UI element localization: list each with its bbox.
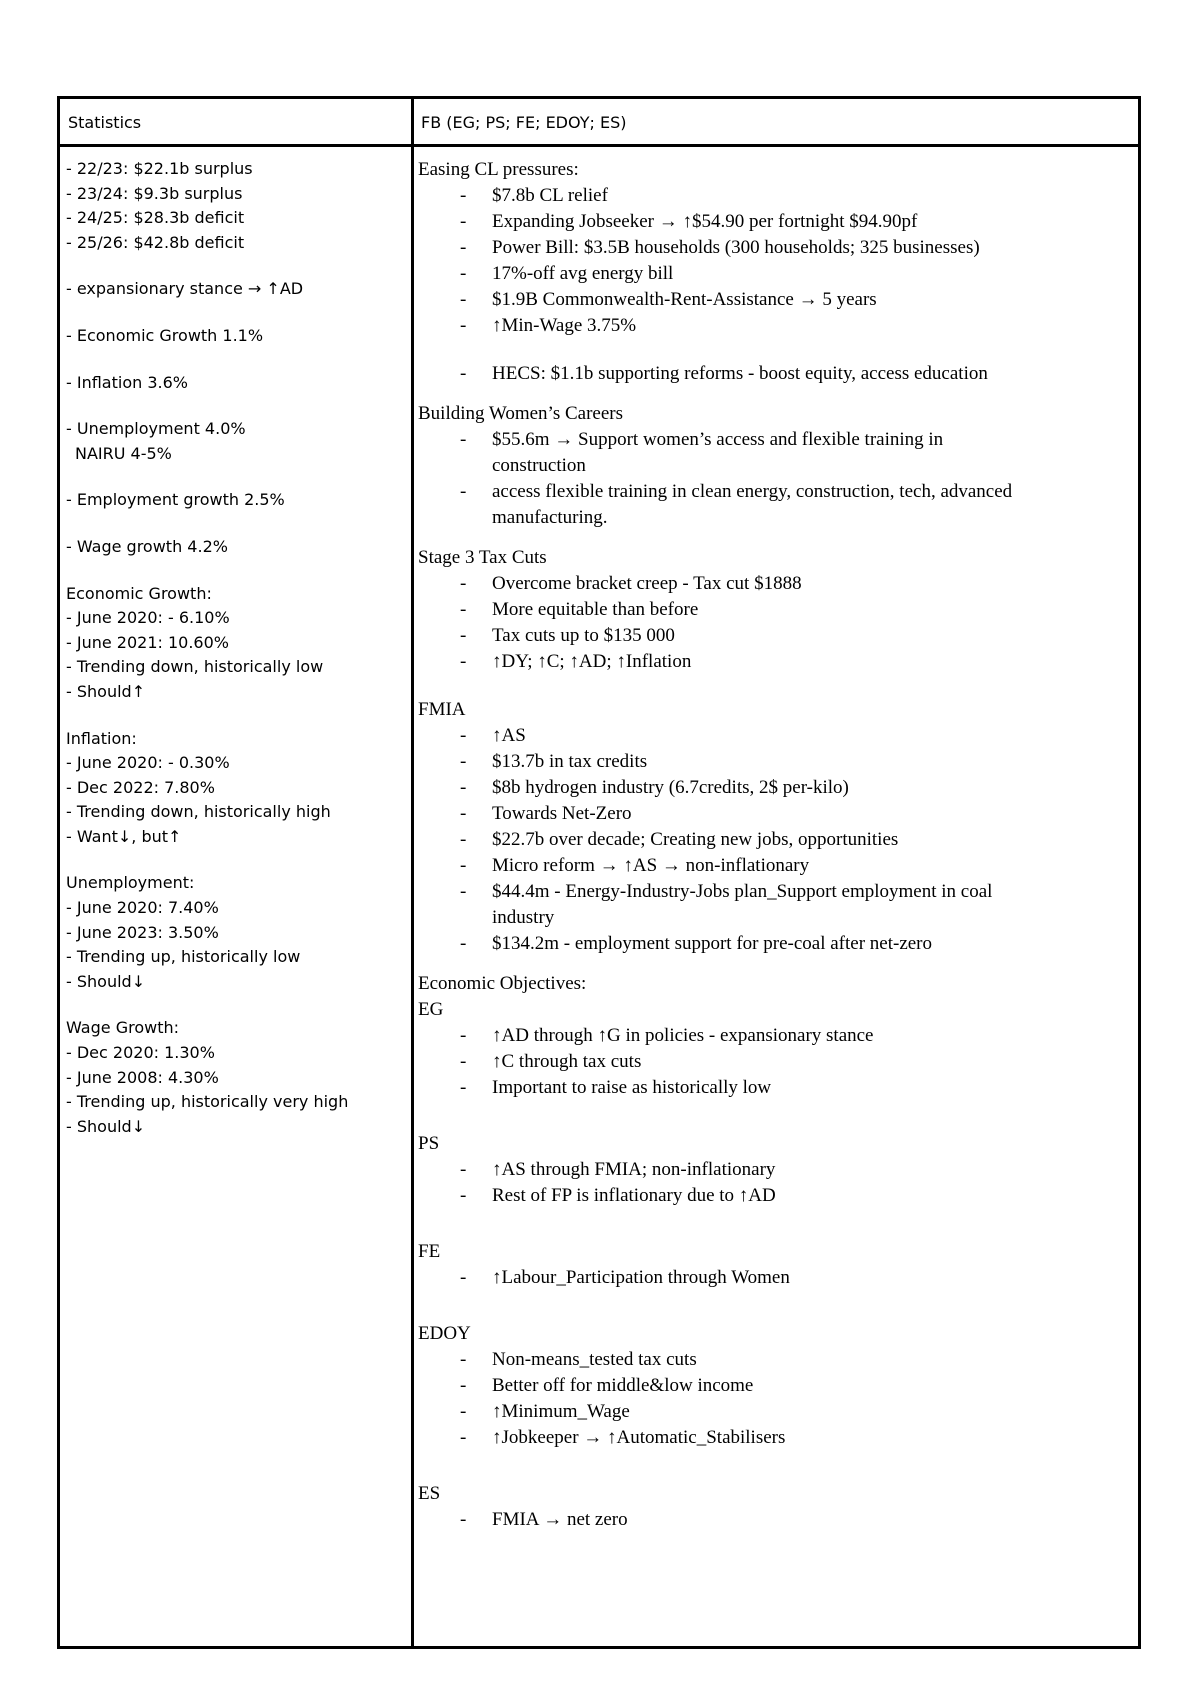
ps-item: - Rest of FP is inflationary due to ↑AD: [460, 1185, 776, 1206]
eg-item: - Important to raise as historically low: [460, 1077, 772, 1098]
women-item-cont: manufacturing.: [492, 507, 608, 528]
fmia-item: - $8b hydrogen industry (6.7credits, 2$ per-kilo): [460, 777, 849, 798]
header-statistics: Statistics: [68, 113, 142, 132]
cl-item: - $1.9B Commonwealth-Rent-Assistance → 5 years: [460, 289, 877, 310]
nairu-stat: NAIRU 4-5%: [75, 443, 172, 463]
column-divider: [411, 99, 414, 1646]
fmia-item: - $44.4m - Energy-Industry-Jobs plan_Support employment in coal: [460, 881, 993, 902]
growth-block-line: - Should↑: [66, 681, 146, 701]
growth-block-title: Economic Growth:: [66, 583, 212, 603]
growth-block-line: - Trending down, historically low: [66, 657, 324, 677]
ps-title: PS: [418, 1133, 440, 1154]
header-divider: [60, 144, 1138, 147]
budget-line: - 25/26: $42.8b deficit: [66, 232, 245, 252]
tax-item: - ↑DY; ↑C; ↑AD; ↑Inflation: [460, 651, 692, 672]
ps-item: - ↑AS through FMIA; non-inflationary: [460, 1159, 776, 1180]
eg-title: EG: [418, 999, 444, 1020]
fe-title: FE: [418, 1241, 441, 1262]
edoy-title: EDOY: [418, 1323, 471, 1344]
wage-block-line: - Trending up, historically very high: [66, 1092, 349, 1112]
cl-title: Easing CL pressures:: [418, 159, 579, 180]
cl-item: - ↑Min-Wage 3.75%: [460, 315, 637, 336]
edoy-item: - Non-means_tested tax cuts: [460, 1349, 697, 1370]
unemployment-block-line: - June 2023: 3.50%: [66, 922, 219, 942]
growth-block-line: - June 2020: - 6.10%: [66, 608, 230, 628]
budget-line: - 23/24: $9.3b surplus: [66, 183, 243, 203]
fiscal-budget-column: [418, 157, 1118, 1533]
wage-block-line: - Dec 2020: 1.30%: [66, 1043, 215, 1063]
econ-growth-stat: - Economic Growth 1.1%: [66, 325, 264, 345]
women-item: - $55.6m → Support women’s access and flexible training in: [460, 429, 944, 450]
es-item: - FMIA → net zero: [460, 1509, 628, 1530]
unemployment-stat: - Unemployment 4.0%: [66, 419, 246, 439]
fe-item: - ↑Labour_Participation through Women: [460, 1267, 790, 1288]
edoy-item: - Better off for middle&low income: [460, 1375, 754, 1396]
budget-line: - 22/23: $22.1b surplus: [66, 159, 253, 178]
employment-growth-stat: - Employment growth 2.5%: [66, 490, 285, 510]
women-item-cont: construction: [492, 455, 586, 476]
edoy-item: - ↑Minimum_Wage: [460, 1401, 630, 1422]
cl-item: - Power Bill: $3.5B households (300 households; 325 businesses): [460, 237, 980, 258]
inflation-stat: - Inflation 3.6%: [66, 372, 188, 392]
eg-item: - ↑C through tax cuts: [460, 1051, 642, 1072]
statistics-column: [66, 157, 406, 1139]
growth-block-line: - June 2021: 10.60%: [66, 632, 229, 652]
fmia-item-cont: industry: [492, 907, 555, 928]
cl-item: - $7.8b CL relief: [460, 185, 608, 206]
tax-item: - Overcome bracket creep - Tax cut $1888: [460, 573, 802, 594]
fmia-item: - $134.2m - employment support for pre-coal after net-zero: [460, 933, 933, 954]
women-item: - access flexible training in clean energy, construction, tech, advanced: [460, 481, 1013, 502]
inflation-block-line: - June 2020: - 0.30%: [66, 753, 230, 773]
fmia-title: FMIA: [418, 699, 466, 720]
fmia-item: - Micro reform → ↑AS → non-inflationary: [460, 855, 810, 876]
header-fiscal-budget: FB (EG; PS; FE; EDOY; ES): [421, 113, 627, 132]
hecs-item: - HECS: $1.1b supporting reforms - boost equity, access education: [460, 363, 988, 384]
wage-growth-stat: - Wage growth 4.2%: [66, 536, 228, 556]
edoy-item: - ↑Jobkeeper → ↑Automatic_Stabilisers: [460, 1427, 786, 1448]
inflation-block-title: Inflation:: [66, 728, 137, 748]
objectives-title: Economic Objectives:: [418, 973, 587, 994]
unemployment-block-line: - Should↓: [66, 971, 146, 991]
wage-block-line: - Should↓: [66, 1116, 146, 1136]
tax-item: - Tax cuts up to $135 000: [460, 625, 675, 646]
unemployment-block-title: Unemployment:: [66, 873, 195, 893]
eg-item: - ↑AD through ↑G in policies - expansionary stance: [460, 1025, 874, 1046]
women-title: Building Women’s Careers: [418, 403, 623, 424]
es-title: ES: [418, 1483, 441, 1504]
wage-block-line: - June 2008: 4.30%: [66, 1067, 219, 1087]
tax-item: - More equitable than before: [460, 599, 699, 620]
tax-title: Stage 3 Tax Cuts: [418, 547, 547, 568]
fmia-item: - $13.7b in tax credits: [460, 751, 648, 772]
fmia-item: - $22.7b over decade; Creating new jobs, opportunities: [460, 829, 899, 850]
budget-line: - 24/25: $28.3b deficit: [66, 208, 245, 228]
inflation-block-line: - Trending down, historically high: [66, 802, 331, 822]
fmia-item: - Towards Net-Zero: [460, 803, 632, 824]
unemployment-block-line: - June 2020: 7.40%: [66, 898, 219, 918]
cl-item: - Expanding Jobseeker → ↑$54.90 per fortnight $94.90pf: [460, 211, 918, 232]
unemployment-block-line: - Trending up, historically low: [66, 947, 301, 967]
inflation-block-line: - Want↓, but↑: [66, 826, 182, 846]
wage-block-title: Wage Growth:: [66, 1018, 179, 1038]
inflation-block-line: - Dec 2022: 7.80%: [66, 777, 215, 797]
cl-item: - 17%-off avg energy bill: [460, 263, 674, 284]
fmia-item: - ↑AS: [460, 725, 526, 746]
stance-line: - expansionary stance → ↑AD: [66, 279, 304, 299]
